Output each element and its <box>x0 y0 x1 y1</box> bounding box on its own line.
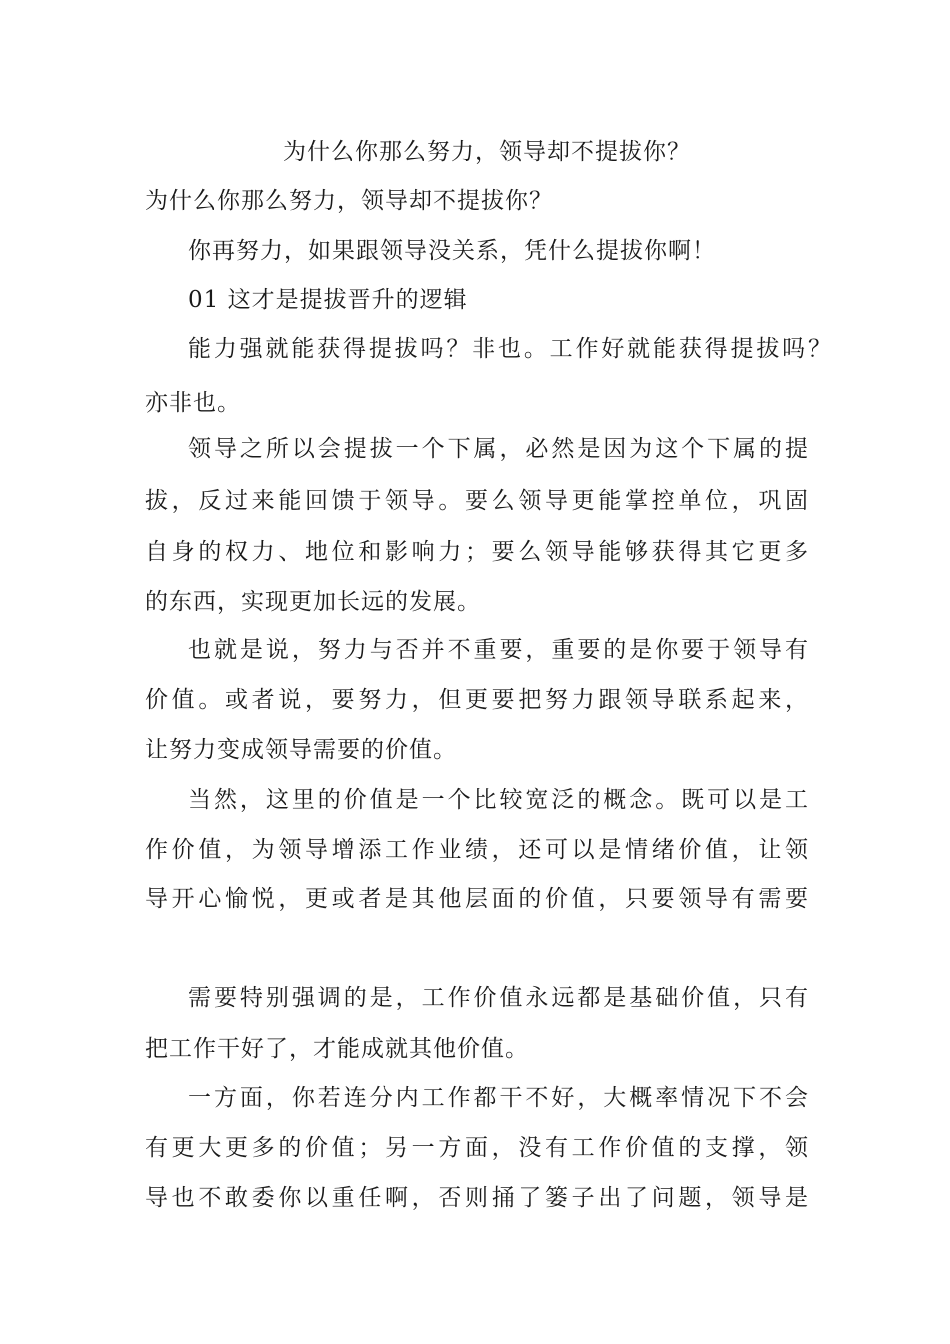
paragraph-line: 的东西，实现更加长远的发展。 <box>145 589 481 615</box>
paragraph-line: 也就是说，努力与否并不重要，重要的是你要于领导有 <box>188 637 809 663</box>
document-title: 为什么你那么努力，领导却不提拔你？ <box>283 139 691 165</box>
paragraph-line: 一方面，你若连分内工作都干不好，大概率情况下不会 <box>188 1085 809 1111</box>
paragraph-line: 价值。或者说，要努力，但更要把努力跟领导联系起来， <box>145 687 809 713</box>
heading-line: 为什么你那么努力，领导却不提拔你？ <box>145 188 553 214</box>
paragraph-line: 亦非也。 <box>145 390 241 416</box>
paragraph-line: 拔，反过来能回馈于领导。要么领导更能掌控单位，巩固 <box>145 488 809 514</box>
paragraph-line: 把工作干好了，才能成就其他价值。 <box>145 1036 529 1062</box>
paragraph-line: 作价值，为领导增添工作业绩，还可以是情绪价值，让领 <box>145 837 809 863</box>
paragraph-line: 能力强就能获得提拔吗？非也。工作好就能获得提拔吗？ <box>188 336 832 362</box>
paragraph-line: 需要特别强调的是，工作价值永远都是基础价值，只有 <box>188 985 809 1011</box>
paragraph-line: 导也不敢委你以重任啊，否则捅了篓子出了问题，领导是 <box>145 1185 809 1211</box>
paragraph-line: 导开心愉悦，更或者是其他层面的价值，只要领导有需要 <box>145 886 809 912</box>
paragraph-line: 你再努力，如果跟领导没关系，凭什么提拔你啊！ <box>188 238 716 264</box>
paragraph-line: 领导之所以会提拔一个下属，必然是因为这个下属的提 <box>188 436 809 462</box>
paragraph-line: 当然，这里的价值是一个比较宽泛的概念。既可以是工 <box>188 787 809 813</box>
section-heading: 01 这才是提拔晋升的逻辑 <box>188 287 468 313</box>
paragraph-line: 让努力变成领导需要的价值。 <box>145 737 457 763</box>
paragraph-line: 有更大更多的价值；另一方面，没有工作价值的支撑，领 <box>145 1135 809 1161</box>
paragraph-line: 自身的权力、地位和影响力；要么领导能够获得其它更多 <box>145 539 809 565</box>
